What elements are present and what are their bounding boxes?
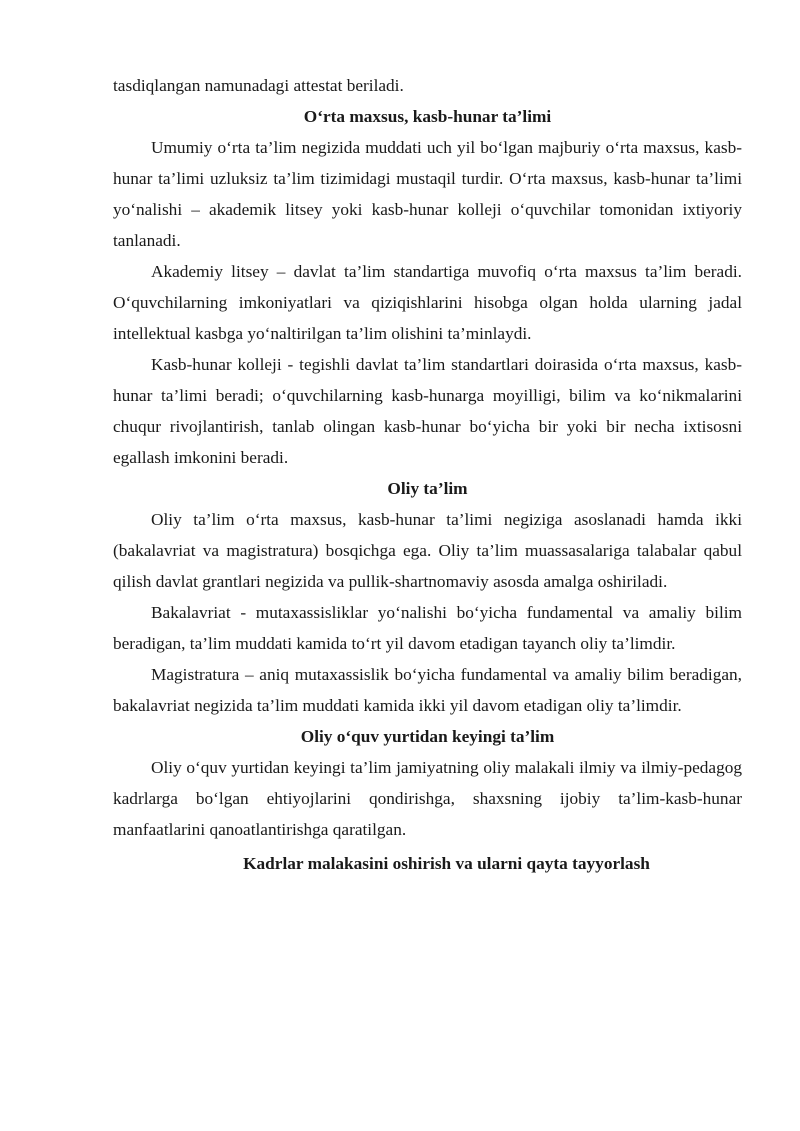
paragraph-postgraduate: Oliy o‘quv yurtidan keyingi ta’lim jamiyatning oliy malakali ilmiy va ilmiy-pedagog kadrlarga bo‘lgan ehtiyojlarini qondirishga, shaxsning ijobiy ta’lim-kasb-hunar manfaatlarini qanoatlantirishga qaratilgan. (113, 758, 742, 839)
paragraph-master: Magistratura – aniq mutaxassislik bo‘yicha fundamental va amaliy bilim beradigan, bakalavriat negizida ta’lim muddati kamida ikki yil davom etadigan oliy ta’limdir. (113, 665, 742, 715)
section-heading-secondary-vocational: O‘rta maxsus, kasb-hunar ta’limi (303, 107, 552, 126)
paragraph-academic-lyceum: Akademiy litsey – davlat ta’lim standartiga muvofiq o‘rta maxsus ta’lim beradi. O‘quvchilarning imkoniyatlari va qiziqishlarini hisobga olgan holda ularning jadal intellektual kasbga yo‘naltirilgan ta’lim olishini ta’minlaydi. (113, 262, 742, 343)
paragraph-vocational-college: Kasb-hunar kolleji - tegishli davlat ta’lim standartlari doirasida o‘rta maxsus, kasb-hunar ta’limi beradi; o‘quvchilarning kasb-hunarga moyilligi, bilim va ko‘nikmalarini chuqur rivojlantirish, tanlab olingan kasb-hunar bo‘yicha bir yoki bir necha ixtisosni egallash imkonini beradi. (113, 355, 742, 467)
document-page (113, 70, 742, 879)
paragraph-higher-education: Oliy ta’lim o‘rta maxsus, kasb-hunar ta’limi negiziga asoslanadi hamda ikki (bakalavriat va magistratura) bosqichga ega. Oliy ta’lim muassasalariga talabalar qabul qilish davlat grantlari negizida va pullik-shartnomaviy asosda amalga oshiriladi. (113, 510, 742, 591)
paragraph-secondary-vocational-1: Umumiy o‘rta ta’lim negizida muddati uch yil bo‘lgan majburiy o‘rta maxsus, kasb-hunar ta’limi uzluksiz ta’lim tizimidagi mustaqil turdir. O‘rta maxsus, kasb-hunar ta’limi yo‘nalishi – akademik litsey yoki kasb-hunar kolleji o‘quvchilar tomonidan ixtiyoriy tanlanadi. (113, 138, 742, 250)
section-heading-retraining: Kadrlar malakasini oshirish va ularni qayta tayyorlash (243, 854, 650, 873)
section-heading-higher-education: Oliy ta’lim (387, 479, 468, 498)
section-heading-postgraduate: Oliy o‘quv yurtidan keyingi ta’lim (300, 727, 555, 746)
paragraph-bachelor: Bakalavriat - mutaxassisliklar yo‘nalishi bo‘yicha fundamental va amaliy bilim beradigan, ta’lim muddati kamida to‘rt yil davom etadigan tayanch oliy ta’limdir. (113, 603, 742, 653)
lead-paragraph: tasdiqlangan namunadagi attestat beriladi. (113, 76, 404, 95)
